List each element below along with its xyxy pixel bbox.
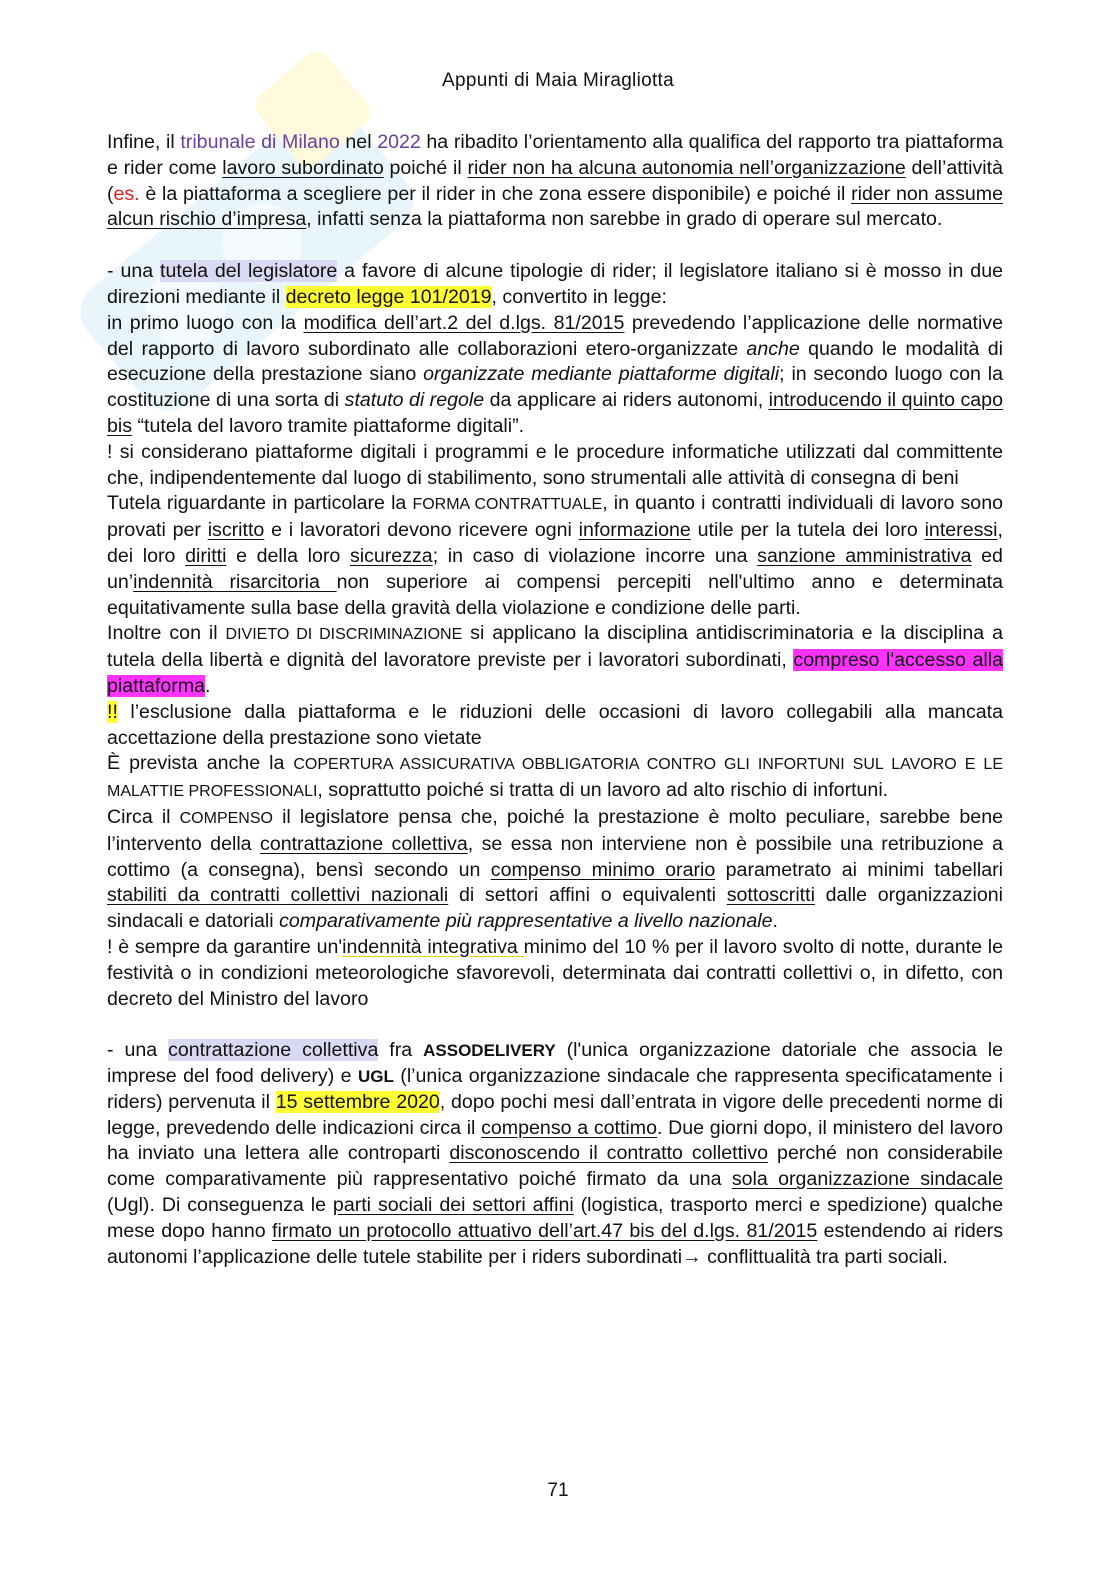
page-number: 71 xyxy=(547,1480,569,1501)
paragraph-piattaforme-digitali: ! si considerano piattaforme digitali i programmi e le procedure informatiche utilizzati dal committente che, indipendentemente dal luogo di stabilimento, sono strumentali alle attività di consegna di beni xyxy=(107,440,1003,489)
paragraph-tribunale: Infine, il tribunale di Milano nel 2022 ha ribadito l’orientamento alla qualifica del rapporto tra piattaforma e rider come lavoro subordinato poiché il rider non ha alcuna autonomia nell’organizzazione dell’attività (es. è la piattaforma a scegliere per il rider in che zona essere disponibile) e poiché il rider non assume alcun rischio d’impresa, infatti senza la piattaforma non sarebbe in grado di operare sul mercato. xyxy=(107,131,1003,231)
paragraph-compenso: Circa il COMPENSO il legislatore pensa che, poiché la prestazione è molto peculiare, sarebbe bene l’intervento della contrattazione collettiva, se essa non interviene non è possibile una retribuzione a cottimo (a consegna), bensì secondo un compenso minimo orario parametrato ai minimi tabellari stabiliti da contratti collettivi nazionali di settori affini o equivalenti sottoscritti dalle organizzazioni sindacali e datoriali comparativamente più rappresentative a livello nazionale. xyxy=(107,805,1004,933)
paragraph-tutela-legislatore: - una tutela del legislatore a favore di alcune tipologie di rider; il legislatore italiano si è mosso in due direzioni mediante il decreto legge 101/2019, convertito in legge: xyxy=(107,260,1003,308)
paragraph-copertura-assicurativa: È prevista anche la COPERTURA ASSICURATIVA OBBLIGATORIA CONTRO GLI INFORTUNI SUL LAVORO E LE MALATTIE PROFESSIONALI, soprattutto poiché si tratta di un lavoro ad alto rischio di infortuni. xyxy=(107,752,1003,802)
paragraph-primo-luogo: in primo luogo con la modifica dell’art.2 del d.lgs. 81/2015 prevedendo l’applicazione delle normative del rapporto di lavoro subordinato alle collaborazioni etero-organizzate anche quando le modalità di esecuzione della prestazione siano organizzate mediante piattaforme digitali; in secondo luogo con la costituzione di una sorta di statuto di regole da applicare ai riders autonomi, introducendo il quinto capo bis “tutela del lavoro tramite piattaforme digitali”. xyxy=(107,311,1004,437)
page-header: Appunti di Maia Miragliotta xyxy=(442,70,674,91)
paragraph-forma-contrattuale: Tutela riguardante in particolare la FORMA CONTRATTUALE, in quanto i contratti individuali di lavoro sono provati per iscritto e i lavoratori devono ricevere ogni informazione utile per la tutela dei loro interessi, dei loro diritti e della loro sicurezza; in caso di violazione incorre una sanzione amministrativa ed un’indennità risarcitoria non superiore ai compensi percepiti nell'ultimo anno e determinata equitativamente sulla base della gravità della violazione e condizione delle parti. xyxy=(107,492,1003,619)
document-body xyxy=(107,130,1003,1270)
paragraph-contrattazione-collettiva: - una contrattazione collettiva fra ASSODELIVERY (l'unica organizzazione datoriale che associa le imprese del food delivery) e UGL (l’unica organizzazione sindacale che rappresenta specificatamente i riders) pervenuta il 15 settembre 2020, dopo pochi mesi dall’entrata in vigore delle precedenti norme di legge, prevedendo delle indicazioni circa il compenso a cottimo. Due giorni dopo, il ministero del lavoro ha inviato una lettera alle controparti disconoscendo il contratto collettivo perché non considerabile come comparativamente più rappresentativo poiché firmato da una sola organizzazione sindacale (Ugl). Di conseguenza le parti sociali dei settori affini (logistica, trasporto merci e spedizione) qualche mese dopo hanno firmato un protocollo attuativo dell’art.47 bis del d.lgs. 81/2015 estendendo ai riders autonomi l’applicazione delle tutele stabilite per i riders subordinati→ conflittualità tra parti sociali. xyxy=(107,1039,1004,1268)
paragraph-indennita-integrativa: ! è sempre da garantire un'indennità integrativa minimo del 10 % per il lavoro svolto di notte, durante le festività o in condizioni meteorologiche sfavorevoli, determinata dai contratti collettivi o, in difetto, con decreto del Ministro del lavoro xyxy=(107,935,1003,1010)
paragraph-divieto-discriminazione: Inoltre con il DIVIETO DI DISCRIMINAZIONE si applicano la disciplina antidiscriminatoria e la disciplina a tutela della libertà e dignità del lavoratore previste per i lavoratori subordinati, compreso l'accesso alla piattaforma. xyxy=(107,622,1004,697)
paragraph-esclusione: !! l’esclusione dalla piattaforma e le riduzioni delle occasioni di lavoro collegabili alla mancata accettazione della prestazione sono vietate xyxy=(107,700,1003,749)
